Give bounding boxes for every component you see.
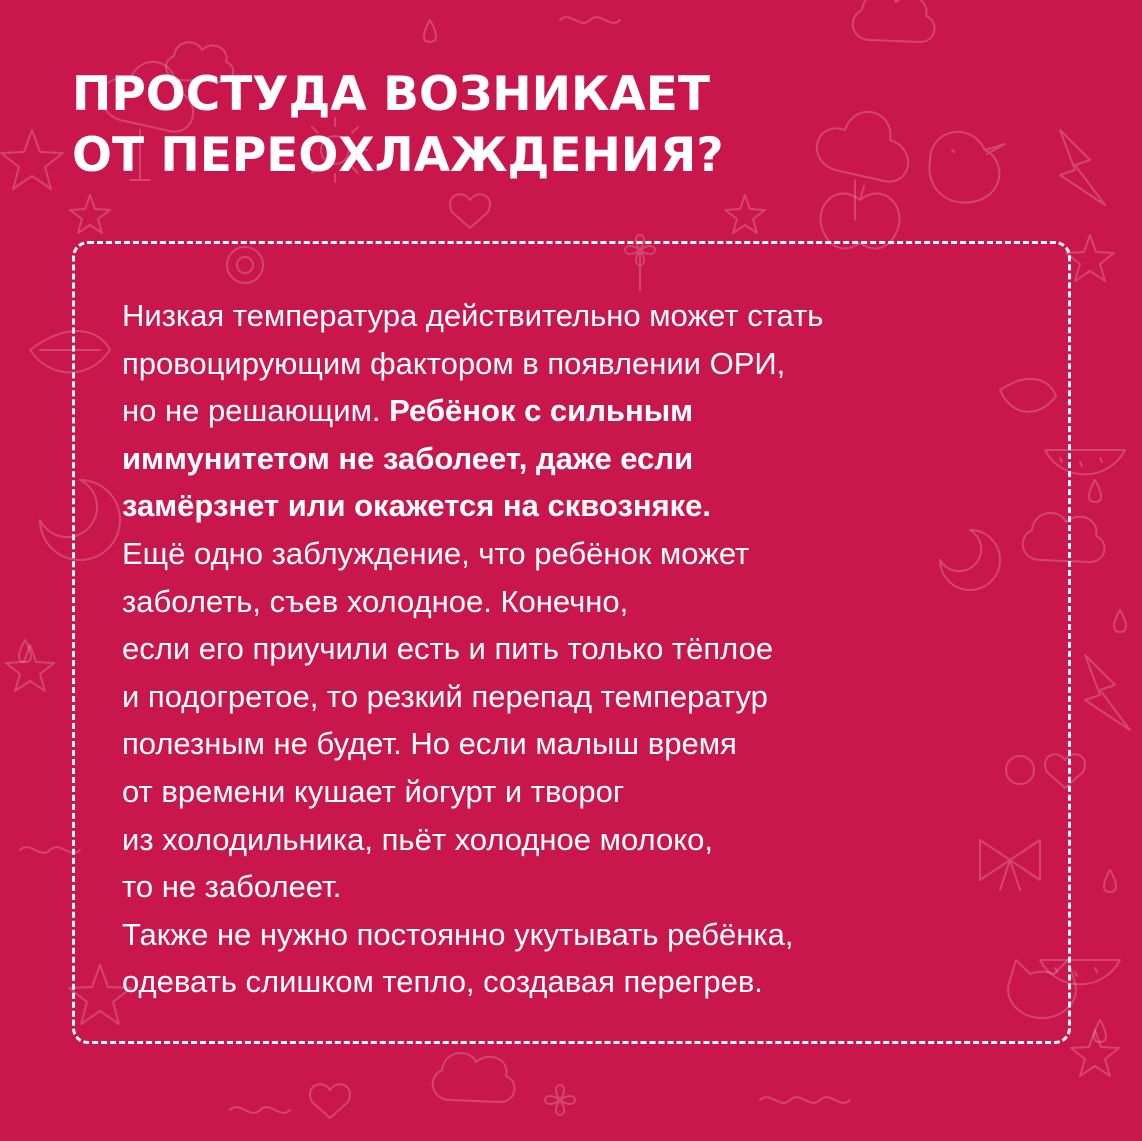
body-line: одевать слишком тепло, создавая перегрев. bbox=[122, 964, 763, 1000]
body-line: заболеть, съев холодное. Конечно, bbox=[122, 583, 629, 619]
title-line-1: ПРОСТУДА ВОЗНИКАЕТ bbox=[72, 67, 710, 122]
flower-doodle bbox=[545, 1085, 575, 1115]
heart-doodle bbox=[450, 194, 490, 228]
page-title bbox=[72, 64, 1072, 186]
star-doodle bbox=[70, 195, 110, 233]
body-line: и подогретое, то резкий перепад температур bbox=[122, 678, 768, 714]
body-line: Также не нужно постоянно укутывать ребёнка, bbox=[122, 916, 794, 952]
body-text-bold: Ребёнок с сильным bbox=[389, 393, 694, 429]
body-text-regular: но не решающим. bbox=[122, 393, 390, 429]
body-line-bold: иммунитетом не заболеет, даже если bbox=[122, 440, 694, 476]
body-line: полезным не будет. Но если малыш время bbox=[122, 726, 737, 762]
star-doodle bbox=[725, 195, 765, 233]
body-line-bold: замёрзнет или окажется на сквозняке. bbox=[122, 488, 712, 524]
apple-doodle bbox=[820, 186, 899, 248]
body-line: провоцирующим фактором в появлении ОРИ, bbox=[122, 345, 786, 381]
drop-doodle bbox=[19, 640, 31, 662]
drop-doodle bbox=[424, 20, 436, 42]
lightning-doodle bbox=[1085, 655, 1130, 730]
squiggle-doodle bbox=[20, 847, 80, 853]
cloud-doodle bbox=[853, 0, 935, 42]
star-doodle bbox=[1071, 1030, 1119, 1076]
squiggle-doodle bbox=[760, 1097, 850, 1103]
star-doodle bbox=[1066, 235, 1114, 281]
star-doodle bbox=[1, 130, 63, 189]
body-line-mixed bbox=[122, 387, 1062, 435]
squiggle-doodle bbox=[560, 17, 620, 23]
body-line: от времени кушает йогурт и творог bbox=[122, 773, 625, 809]
body-line: из холодильника, пьёт холодное молоко, bbox=[122, 821, 713, 857]
body-line: то не заболеет. bbox=[122, 869, 342, 905]
body-line: если его приучили есть и пить только тёплое bbox=[122, 631, 774, 667]
drop-doodle bbox=[1089, 480, 1101, 502]
cloud-doodle bbox=[433, 1053, 515, 1102]
heart-doodle bbox=[310, 1084, 350, 1118]
body-line: Ещё одно заблуждение, что ребёнок может bbox=[122, 535, 750, 571]
body-line: Низкая температура действительно может стать bbox=[122, 298, 824, 333]
drop-doodle bbox=[1094, 1020, 1106, 1042]
body-paragraph bbox=[122, 292, 1062, 1006]
squiggle-doodle bbox=[230, 1107, 290, 1113]
star-doodle bbox=[6, 645, 54, 691]
drop-doodle bbox=[1104, 870, 1116, 892]
title-line-2: ОТ ПЕРЕОХЛАЖДЕНИЯ? bbox=[72, 128, 724, 183]
drop-doodle bbox=[1114, 610, 1126, 632]
